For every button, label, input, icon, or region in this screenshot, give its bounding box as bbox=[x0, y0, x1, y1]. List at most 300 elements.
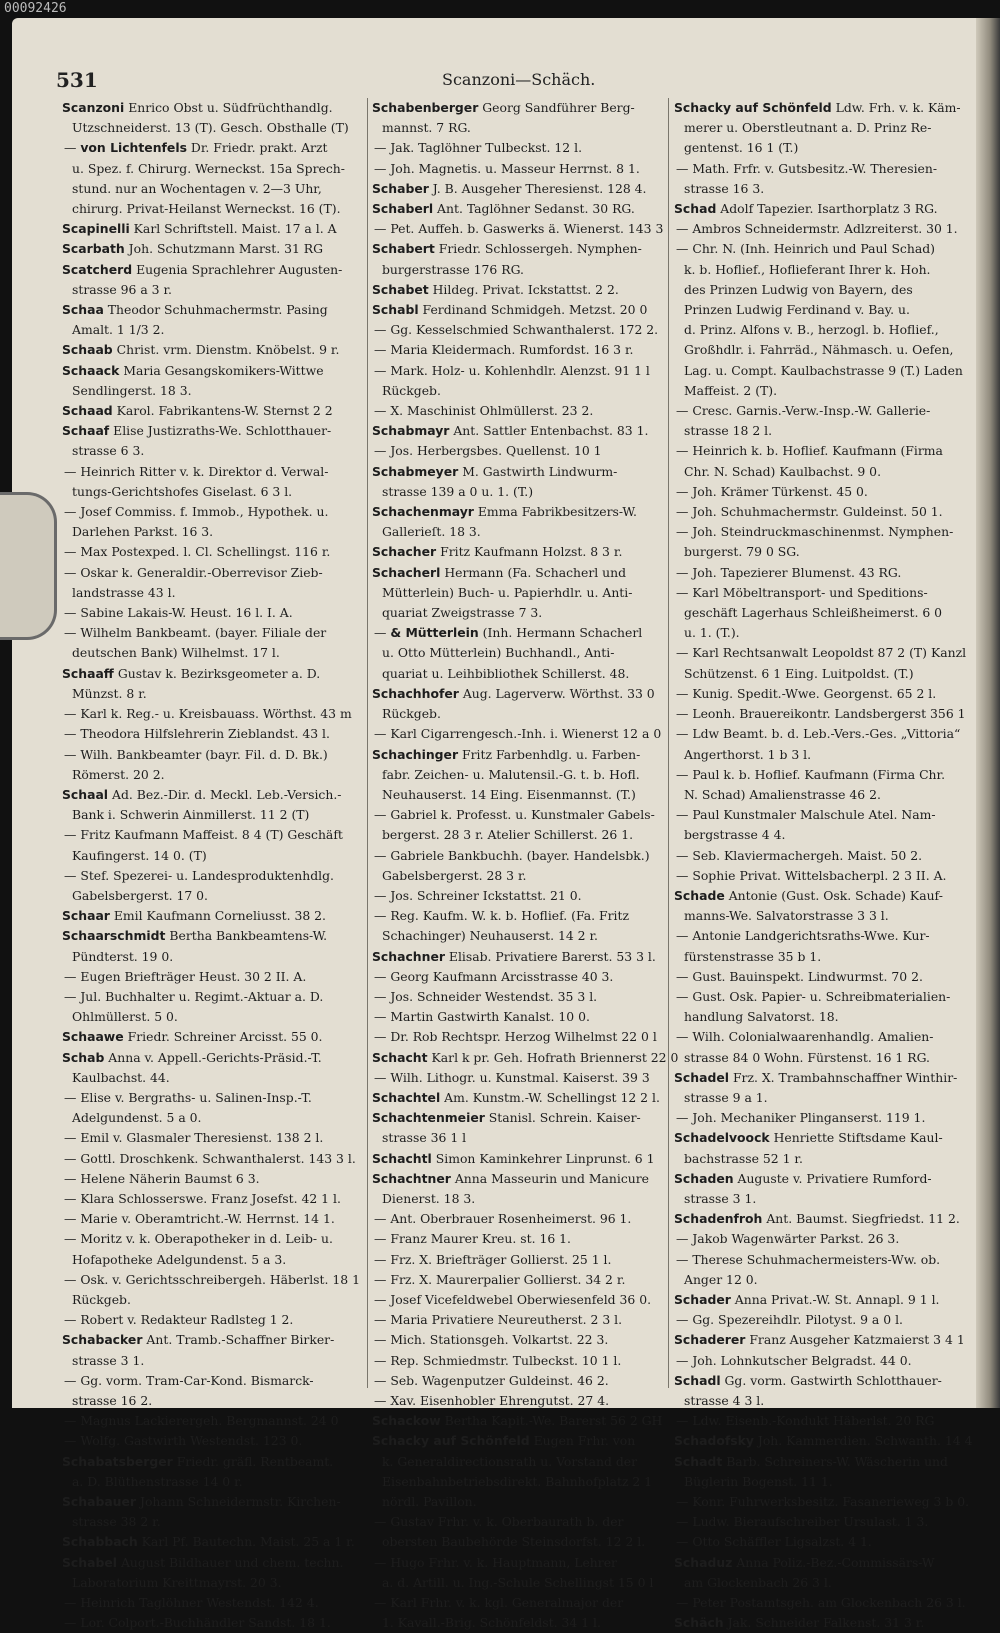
entry-text: Wilhelm Bankbeamt. (bayer. Filiale der bbox=[80, 625, 327, 641]
entry-continuation bbox=[674, 1573, 966, 1593]
entry-text: Karl Schriftstell. Maist. 17 a l. A bbox=[133, 221, 337, 237]
entry-surname: Schacky auf Schönfeld bbox=[674, 100, 832, 115]
entry-text: Gustav k. Bezirksgeometer a. D. bbox=[117, 665, 321, 681]
sub-entry bbox=[62, 866, 354, 886]
sub-entry bbox=[372, 1027, 664, 1047]
entry-text: N. Schad) Amalienstrasse 46 2. bbox=[684, 786, 881, 802]
entry-text: Stanisl. Schrein. Kaiser- bbox=[488, 1110, 641, 1126]
sub-entry bbox=[372, 361, 664, 381]
entry-text: Bertha Kapit.-We. Barerst 56 2 GH bbox=[444, 1413, 663, 1429]
entry-text: M. Gastwirth Lindwurm- bbox=[462, 463, 618, 479]
sub-entry bbox=[674, 1108, 966, 1128]
entry-text: Josef Vicefeldwebel Oberwiesenfeld 36 0. bbox=[390, 1291, 652, 1307]
directory-entry bbox=[372, 542, 664, 562]
entry-continuation bbox=[62, 441, 354, 461]
entry-dash: — bbox=[676, 685, 693, 701]
entry-continuation bbox=[674, 603, 966, 623]
directory-column-3 bbox=[674, 98, 973, 1631]
sub-entry bbox=[62, 623, 354, 643]
entry-surname: von Lichtenfels bbox=[80, 140, 187, 156]
entry-surname: Schabel bbox=[62, 1554, 117, 1570]
entry-dash: — bbox=[374, 807, 391, 823]
entry-text: Wilh. Lithogr. u. Kunstmal. Kaiserst. 39 3 bbox=[390, 1069, 650, 1085]
entry-text: Ad. Bez.-Dir. d. Meckl. Leb.-Versich.- bbox=[112, 786, 342, 802]
sub-entry bbox=[372, 1391, 664, 1411]
entry-text: Osk. v. Gerichtsschreibergeh. Häberlst. 18 1 bbox=[80, 1271, 360, 1287]
entry-dash: — bbox=[374, 342, 391, 358]
entry-text: Dr. Friedr. prakt. Arzt bbox=[190, 140, 328, 156]
entry-dash: — bbox=[374, 1211, 391, 1227]
entry-surname: Schabenberger bbox=[372, 100, 479, 115]
entry-text: Großhdlr. i. Fahrräd., Nähmasch. u. Oefen, bbox=[684, 342, 954, 358]
sub-entry bbox=[674, 866, 966, 886]
entry-text: fabr. Zeichen- u. Malutensil.-G. t. b. Hofl. bbox=[382, 766, 640, 782]
entry-dash: — bbox=[64, 827, 81, 843]
entry-text: Jos. Herbergsbes. Quellenst. 10 1 bbox=[390, 443, 602, 459]
sub-entry bbox=[62, 825, 354, 845]
entry-dash: — bbox=[676, 807, 693, 823]
entry-surname: Scatcherd bbox=[62, 261, 133, 277]
entry-dash: — bbox=[676, 1110, 693, 1126]
entry-dash: — bbox=[374, 1009, 391, 1025]
directory-entry bbox=[372, 1108, 664, 1128]
directory-column-1 bbox=[62, 98, 360, 1631]
entry-surname: Schachtl bbox=[372, 1150, 432, 1166]
entry-dash: — bbox=[676, 1352, 693, 1368]
sub-entry bbox=[62, 1088, 354, 1108]
entry-text: burgerstrasse 176 RG. bbox=[382, 261, 524, 277]
entry-dash: — bbox=[676, 1413, 693, 1429]
entry-surname: Schachtner bbox=[372, 1170, 451, 1186]
entry-dash: — bbox=[676, 221, 693, 237]
entry-surname: Schäch bbox=[674, 1615, 724, 1631]
directory-entry bbox=[372, 421, 664, 441]
entry-text: Joh. Schuhmachermstr. Guldeinst. 50 1. bbox=[692, 504, 943, 520]
entry-surname: Schabacker bbox=[62, 1332, 143, 1348]
entry-dash: — bbox=[64, 1595, 81, 1611]
running-head: Scanzoni—Schäch. bbox=[442, 70, 596, 89]
entry-continuation bbox=[674, 664, 966, 684]
sub-entry bbox=[372, 1007, 664, 1027]
sub-entry bbox=[62, 1411, 354, 1431]
sub-entry bbox=[674, 1512, 966, 1532]
entry-continuation bbox=[674, 118, 966, 138]
sub-entry bbox=[372, 1371, 664, 1391]
entry-text: Gust. Osk. Papier- u. Schreibmaterialien- bbox=[692, 988, 951, 1004]
sub-entry bbox=[62, 1169, 354, 1189]
entry-text: Karl Möbeltransport- und Speditions- bbox=[692, 584, 928, 600]
directory-entry bbox=[62, 300, 354, 320]
sub-entry bbox=[372, 1330, 664, 1350]
sub-entry bbox=[62, 1431, 354, 1451]
sub-entry bbox=[372, 441, 664, 461]
entry-dash: — bbox=[64, 504, 81, 520]
entry-continuation bbox=[674, 381, 966, 401]
entry-text: bergstrasse 4 4. bbox=[684, 827, 786, 843]
entry-text: des Prinzen Ludwig von Bayern, des bbox=[684, 281, 913, 297]
entry-text: Franz Ausgeher Katzmaierst 3 4 1 bbox=[749, 1332, 965, 1348]
entry-continuation bbox=[62, 1007, 354, 1027]
entry-surname: Schaden bbox=[674, 1170, 734, 1186]
entry-dash: — bbox=[64, 1433, 81, 1449]
sub-entry bbox=[674, 643, 966, 663]
entry-text: strasse 6 3. bbox=[72, 443, 145, 459]
entry-text: Konr. Fuhrwerksbesitz. Fasanerieweg 3 b 0. bbox=[692, 1494, 970, 1510]
entry-text: Heinrich Ritter v. k. Direktor d. Verwal- bbox=[80, 463, 329, 479]
directory-entry bbox=[62, 1553, 354, 1573]
sub-entry bbox=[372, 967, 664, 987]
entry-continuation bbox=[62, 1391, 354, 1411]
entry-text: Eisenbahnbetriebsdirekt. Bahnhofplatz 2 1 bbox=[382, 1473, 653, 1489]
entry-text: Gg. vorm. Gastwirth Schlotthauer- bbox=[724, 1372, 942, 1388]
sub-entry bbox=[674, 441, 966, 461]
sub-entry bbox=[62, 502, 354, 522]
entry-text: k. Generaldirectionsrath u. Vorstand der bbox=[382, 1453, 638, 1469]
entry-continuation bbox=[674, 1048, 966, 1068]
entry-surname: Schaber bbox=[372, 180, 429, 196]
entry-text: Ant. Taglöhner Sedanst. 30 RG. bbox=[437, 201, 635, 217]
entry-text: Büglerin Bogenst. 11 1. bbox=[684, 1473, 833, 1489]
sub-entry bbox=[674, 583, 966, 603]
entry-text: Ant. Sattler Entenbachst. 83 1. bbox=[453, 423, 649, 439]
entry-dash: — bbox=[64, 1271, 81, 1287]
sub-entry bbox=[674, 239, 966, 259]
entry-text: Karl Frhr. v. k. kgl. Generalmajor der bbox=[390, 1595, 624, 1611]
directory-entry bbox=[674, 1452, 966, 1472]
entry-text: Sabine Lakais-W. Heust. 16 l. I. A. bbox=[80, 605, 293, 621]
entry-text: Franz Maurer Kreu. st. 16 1. bbox=[390, 1231, 571, 1247]
entry-text: Heinrich Taglöhner Westendst. 142 4. bbox=[80, 1595, 319, 1611]
sub-entry bbox=[674, 765, 966, 785]
directory-entry bbox=[674, 1169, 966, 1189]
entry-continuation bbox=[62, 1290, 354, 1310]
sub-entry bbox=[62, 462, 354, 482]
entry-text: tungs-Gerichtshofes Giselast. 6 3 l. bbox=[72, 483, 293, 499]
entry-text: bachstrasse 52 1 r. bbox=[684, 1150, 803, 1166]
entry-dash: — bbox=[374, 1514, 391, 1530]
sub-entry bbox=[372, 138, 664, 158]
entry-text: Anna v. Appell.-Gerichts-Präsid.-T. bbox=[108, 1049, 322, 1065]
entry-continuation bbox=[372, 825, 664, 845]
entry-continuation bbox=[372, 482, 664, 502]
entry-text: Marie v. Oberamtricht.-W. Herrnst. 14 1. bbox=[80, 1211, 335, 1227]
sub-entry bbox=[62, 987, 354, 1007]
directory-entry bbox=[674, 1068, 966, 1088]
sub-entry bbox=[674, 1492, 970, 1512]
entry-continuation bbox=[62, 684, 354, 704]
directory-entry bbox=[372, 1088, 664, 1108]
entry-dash: — bbox=[374, 1291, 391, 1307]
sub-entry bbox=[62, 1613, 354, 1633]
entry-dash: — bbox=[374, 908, 391, 924]
entry-dash: — bbox=[676, 1494, 693, 1510]
sub-entry bbox=[372, 1290, 664, 1310]
entry-text: Oskar k. Generaldir.-Oberrevisor Zieb- bbox=[80, 564, 323, 580]
entry-text: Robert v. Redakteur Radlsteg 1 2. bbox=[80, 1312, 294, 1328]
entry-text: Adolf Tapezier. Isarthorplatz 3 RG. bbox=[720, 201, 938, 217]
directory-entry bbox=[372, 462, 664, 482]
entry-continuation bbox=[674, 906, 966, 926]
sub-entry bbox=[62, 563, 354, 583]
entry-continuation bbox=[674, 1270, 966, 1290]
entry-surname: Schabbach bbox=[62, 1534, 138, 1550]
entry-text: Maria Gesangskomikers-Wittwe bbox=[123, 362, 324, 378]
entry-text: strasse 4 3 l. bbox=[684, 1393, 765, 1408]
entry-text: Karl Pf. Bautechn. Maist. 25 a 1 r. bbox=[141, 1534, 355, 1550]
page-edge-shadow bbox=[976, 18, 1000, 1408]
entry-text: Ant. Oberbrauer Rosenheimerst. 96 1. bbox=[390, 1211, 632, 1227]
entry-text: Xav. Eisenhobler Ehrengutst. 27 4. bbox=[390, 1393, 610, 1408]
entry-text: Münzst. 8 r. bbox=[72, 685, 147, 701]
entry-continuation bbox=[674, 785, 966, 805]
entry-text: strasse 3 1. bbox=[684, 1190, 757, 1206]
entry-surname: Schaawe bbox=[62, 1029, 124, 1045]
entry-text: Kaufingerst. 14 0. (T) bbox=[72, 847, 207, 863]
entry-text: Helene Näherin Baumst 6 3. bbox=[80, 1170, 260, 1186]
entry-dash: — bbox=[64, 1130, 81, 1146]
entry-continuation bbox=[62, 846, 354, 866]
directory-entry bbox=[372, 239, 664, 259]
entry-text: k. b. Hoflief., Hoflieferant Ihrer k. Hoh. bbox=[684, 261, 931, 277]
entry-dash: — bbox=[374, 887, 391, 903]
entry-surname: Schadelvoock bbox=[674, 1130, 770, 1146]
entry-surname: Schaderer bbox=[674, 1332, 746, 1348]
entry-text: Jos. Schreiner Ickstattst. 21 0. bbox=[390, 887, 582, 903]
entry-text: Friedr. Schreiner Arcisst. 55 0. bbox=[127, 1029, 323, 1045]
sub-entry bbox=[62, 603, 354, 623]
sub-entry bbox=[62, 1149, 354, 1169]
directory-entry bbox=[372, 502, 664, 522]
directory-entry bbox=[674, 1290, 966, 1310]
entry-text: Bank i. Schwerin Ainmillerst. 11 2 (T) bbox=[72, 807, 310, 823]
entry-surname: Schachtel bbox=[372, 1089, 441, 1105]
directory-entry bbox=[62, 1532, 354, 1552]
entry-dash: — bbox=[64, 140, 81, 156]
entry-text: Bertha Bankbeamtens-W. bbox=[169, 928, 328, 944]
entry-dash: — bbox=[64, 726, 81, 742]
sub-entry bbox=[674, 1027, 966, 1047]
entry-continuation bbox=[674, 1391, 966, 1411]
entry-surname: Schachenmayr bbox=[372, 504, 474, 520]
entry-text: strasse 16 3. bbox=[684, 180, 765, 196]
entry-dash: — bbox=[374, 160, 391, 176]
directory-entry bbox=[674, 1209, 966, 1229]
column-rule bbox=[668, 98, 669, 1388]
entry-dash: — bbox=[676, 645, 693, 661]
entry-text: Karol. Fabrikantens-W. Sternst 2 2 bbox=[116, 403, 333, 419]
entry-continuation bbox=[674, 300, 966, 320]
directory-entry bbox=[674, 886, 966, 906]
entry-surname: Scarbath bbox=[62, 241, 125, 257]
entry-continuation bbox=[674, 421, 966, 441]
entry-text: Dr. Rob Rechtspr. Herzog Wilhelmst 22 0 l bbox=[390, 1029, 657, 1045]
entry-text: Utzschneiderst. 13 (T). Gesch. Obsthalle (T) bbox=[72, 120, 349, 136]
entry-text: Therese Schuhmachermeisters-Ww. ob. bbox=[692, 1251, 941, 1267]
entry-surname: Schaa bbox=[62, 302, 104, 318]
entry-text: Lor. Colport.-Buchhändler Sandst. 18 1. bbox=[80, 1615, 331, 1631]
entry-text: bergerst. 28 3 r. Atelier Schillerst. 26 1. bbox=[382, 827, 634, 843]
sub-entry bbox=[674, 159, 966, 179]
entry-text: Gabelsbergerst. 28 3 r. bbox=[382, 867, 527, 883]
sub-entry bbox=[372, 724, 664, 744]
entry-dash: — bbox=[64, 463, 81, 479]
entry-dash: — bbox=[676, 928, 693, 944]
entry-text: Antonie Landgerichtsraths-Wwe. Kur- bbox=[692, 928, 930, 944]
entry-text: Hermann (Fa. Schacherl und bbox=[444, 564, 627, 580]
entry-continuation bbox=[674, 361, 966, 381]
entry-text: Ohlmüllerst. 5 0. bbox=[72, 1009, 178, 1025]
entry-surname: Schacky auf Schönfeld bbox=[372, 1433, 530, 1449]
entry-text: Fritz Kaufmann Maffeist. 8 4 (T) Geschäft bbox=[80, 827, 343, 843]
entry-surname: Schaberl bbox=[372, 201, 434, 217]
sub-entry bbox=[674, 1310, 966, 1330]
directory-entry bbox=[62, 98, 354, 118]
entry-dash: — bbox=[64, 1089, 81, 1105]
entry-continuation bbox=[372, 785, 664, 805]
entry-surname: Schaaf bbox=[62, 423, 110, 439]
entry-dash: — bbox=[64, 1170, 81, 1186]
entry-text: Pündterst. 19 0. bbox=[72, 948, 174, 964]
sub-entry bbox=[372, 623, 664, 643]
entry-dash: — bbox=[374, 1251, 391, 1267]
entry-text: d. Prinz. Alfons v. B., herzogl. b. Hoflief., bbox=[684, 322, 939, 338]
entry-text: handlung Salvatorst. 18. bbox=[684, 1009, 839, 1025]
entry-text: Seb. Wagenputzer Guldeinst. 46 2. bbox=[390, 1372, 609, 1388]
entry-dash: — bbox=[64, 1231, 81, 1247]
directory-entry bbox=[62, 260, 354, 280]
entry-text: fürstenstrasse 35 b 1. bbox=[684, 948, 822, 964]
entry-text: Theodor Schuhmachermstr. Pasing bbox=[107, 302, 328, 318]
directory-entry bbox=[62, 219, 354, 239]
entry-continuation bbox=[62, 1250, 354, 1270]
entry-dash: — bbox=[676, 524, 693, 540]
entry-surname: Schabet bbox=[372, 281, 429, 297]
entry-text: Joh. Schutzmann Marst. 31 RG bbox=[128, 241, 324, 257]
sub-entry bbox=[372, 401, 664, 421]
entry-text: manns-We. Salvatorstrasse 3 3 l. bbox=[684, 908, 889, 924]
entry-continuation bbox=[62, 583, 354, 603]
entry-text: Theodora Hilfslehrerin Zieblandst. 43 l. bbox=[80, 726, 330, 742]
entry-text: Am. Kunstm.-W. Schellingst 12 2 l. bbox=[444, 1089, 660, 1105]
entry-continuation bbox=[62, 1573, 354, 1593]
entry-continuation bbox=[372, 1189, 664, 1209]
sub-entry bbox=[372, 805, 664, 825]
entry-surname: Schab bbox=[62, 1049, 105, 1065]
directory-entry bbox=[62, 785, 354, 805]
sub-entry bbox=[62, 1229, 354, 1249]
entry-surname: Schaab bbox=[62, 342, 113, 358]
entry-text: Angerthorst. 1 b 3 l. bbox=[684, 746, 812, 762]
entry-text: strasse 3 1. bbox=[72, 1352, 145, 1368]
entry-text: Mich. Stationsgeh. Volkartst. 22 3. bbox=[390, 1332, 609, 1348]
entry-continuation bbox=[372, 866, 664, 886]
sub-entry bbox=[372, 219, 664, 239]
entry-surname: Scapinelli bbox=[62, 221, 130, 237]
entry-text: Hofapotheke Adelgundenst. 5 a 3. bbox=[72, 1251, 287, 1267]
entry-text: Wolfg. Gastwirth Westendst. 123 0. bbox=[80, 1433, 303, 1449]
entry-continuation bbox=[372, 926, 664, 946]
entry-text: Antonie (Gust. Osk. Schade) Kauf- bbox=[728, 887, 943, 903]
sub-entry bbox=[372, 1512, 664, 1532]
entry-continuation bbox=[62, 522, 354, 542]
sub-entry bbox=[372, 1250, 664, 1270]
entry-text: quariat u. Leihbibliothek Schillerst. 48. bbox=[382, 665, 630, 681]
sub-entry bbox=[62, 745, 354, 765]
entry-text: Leonh. Brauereikontr. Landsbergerst 356 1 bbox=[692, 706, 966, 722]
entry-continuation bbox=[62, 886, 354, 906]
entry-text: Maffeist. 2 (T). bbox=[684, 382, 778, 398]
directory-entry bbox=[372, 280, 664, 300]
entry-continuation bbox=[674, 340, 966, 360]
entry-text: u. Spez. f. Chirurg. Werneckst. 15a Sprech- bbox=[72, 160, 345, 176]
entry-surname: Schachner bbox=[372, 948, 445, 964]
entry-continuation bbox=[62, 1512, 354, 1532]
sub-entry bbox=[372, 886, 664, 906]
entry-text: Martin Gastwirth Kanalst. 10 0. bbox=[390, 1009, 590, 1025]
entry-text: burgerst. 79 0 SG. bbox=[684, 544, 800, 560]
entry-surname: Schadofsky bbox=[674, 1433, 754, 1449]
entry-surname: Schadl bbox=[674, 1372, 721, 1388]
entry-text: Gottl. Droschkenk. Schwanthalerst. 143 3 l. bbox=[80, 1150, 356, 1166]
entry-continuation bbox=[372, 1452, 664, 1472]
entry-text: Eugen Briefträger Heust. 30 2 II. A. bbox=[80, 968, 307, 984]
entry-text: Auguste v. Privatiere Rumford- bbox=[737, 1170, 932, 1186]
entry-dash: — bbox=[374, 1554, 391, 1570]
entry-text: Anna Masseurin und Manicure bbox=[454, 1170, 650, 1186]
entry-continuation bbox=[62, 159, 354, 179]
sub-entry bbox=[62, 1371, 354, 1391]
entry-surname: Schaarschmidt bbox=[62, 928, 166, 944]
entry-dash: — bbox=[64, 1413, 81, 1429]
entry-text: Ldw Beamt. b. d. Leb.-Vers.-Ges. „Vittoria“ bbox=[692, 726, 961, 742]
entry-text: a. D. Blüthenstrasse 14 0 r. bbox=[72, 1473, 243, 1489]
entry-text: Klara Schlosserswe. Franz Josefst. 42 1 l. bbox=[80, 1190, 341, 1206]
entry-text: August Bildhauer und chem. techn. bbox=[120, 1554, 344, 1570]
entry-dash: — bbox=[374, 1332, 391, 1348]
sub-entry bbox=[372, 1068, 664, 1088]
sub-entry bbox=[674, 1593, 966, 1613]
entry-dash: — bbox=[64, 746, 81, 762]
entry-surname: Schabauer bbox=[62, 1494, 137, 1510]
entry-text: stund. nur an Wochentagen v. 2—3 Uhr, bbox=[72, 180, 322, 196]
entry-text: Lag. u. Compt. Kaulbachstrasse 9 (T.) Laden bbox=[684, 362, 963, 378]
entry-continuation bbox=[674, 1149, 966, 1169]
directory-entry bbox=[62, 340, 354, 360]
entry-text: Maria Privatiere Neureutherst. 2 3 l. bbox=[390, 1312, 623, 1328]
entry-text: Henriette Stiftsdame Kaul- bbox=[773, 1130, 943, 1146]
entry-continuation bbox=[62, 280, 354, 300]
sub-entry bbox=[62, 1270, 360, 1290]
directory-entry bbox=[674, 1553, 966, 1573]
entry-text: Karl k pr. Geh. Hofrath Briennerst 22 0 bbox=[431, 1049, 679, 1065]
directory-entry bbox=[372, 1048, 679, 1068]
entry-text: Emma Fabrikbesitzers-W. bbox=[477, 504, 637, 520]
sub-entry bbox=[674, 502, 966, 522]
entry-dash: — bbox=[374, 221, 391, 237]
entry-text: Chr. N. Schad) Kaulbachst. 9 0. bbox=[684, 463, 882, 479]
directory-entry bbox=[674, 199, 966, 219]
entry-text: Anna Privat.-W. St. Annapl. 9 1 l. bbox=[734, 1291, 940, 1307]
entry-text: Elise v. Bergraths- u. Salinen-Insp.-T. bbox=[80, 1089, 312, 1105]
sub-entry bbox=[674, 926, 966, 946]
entry-dash: — bbox=[676, 1534, 693, 1550]
entry-text: Simon Kaminkehrer Linprunst. 6 1 bbox=[435, 1150, 655, 1166]
entry-dash: — bbox=[676, 1029, 693, 1045]
entry-continuation bbox=[674, 280, 966, 300]
scan-id-label: 00092426 bbox=[4, 1, 67, 16]
entry-text: Cresc. Garnis.-Verw.-Insp.-W. Gallerie- bbox=[692, 403, 931, 419]
sub-entry bbox=[62, 1189, 354, 1209]
